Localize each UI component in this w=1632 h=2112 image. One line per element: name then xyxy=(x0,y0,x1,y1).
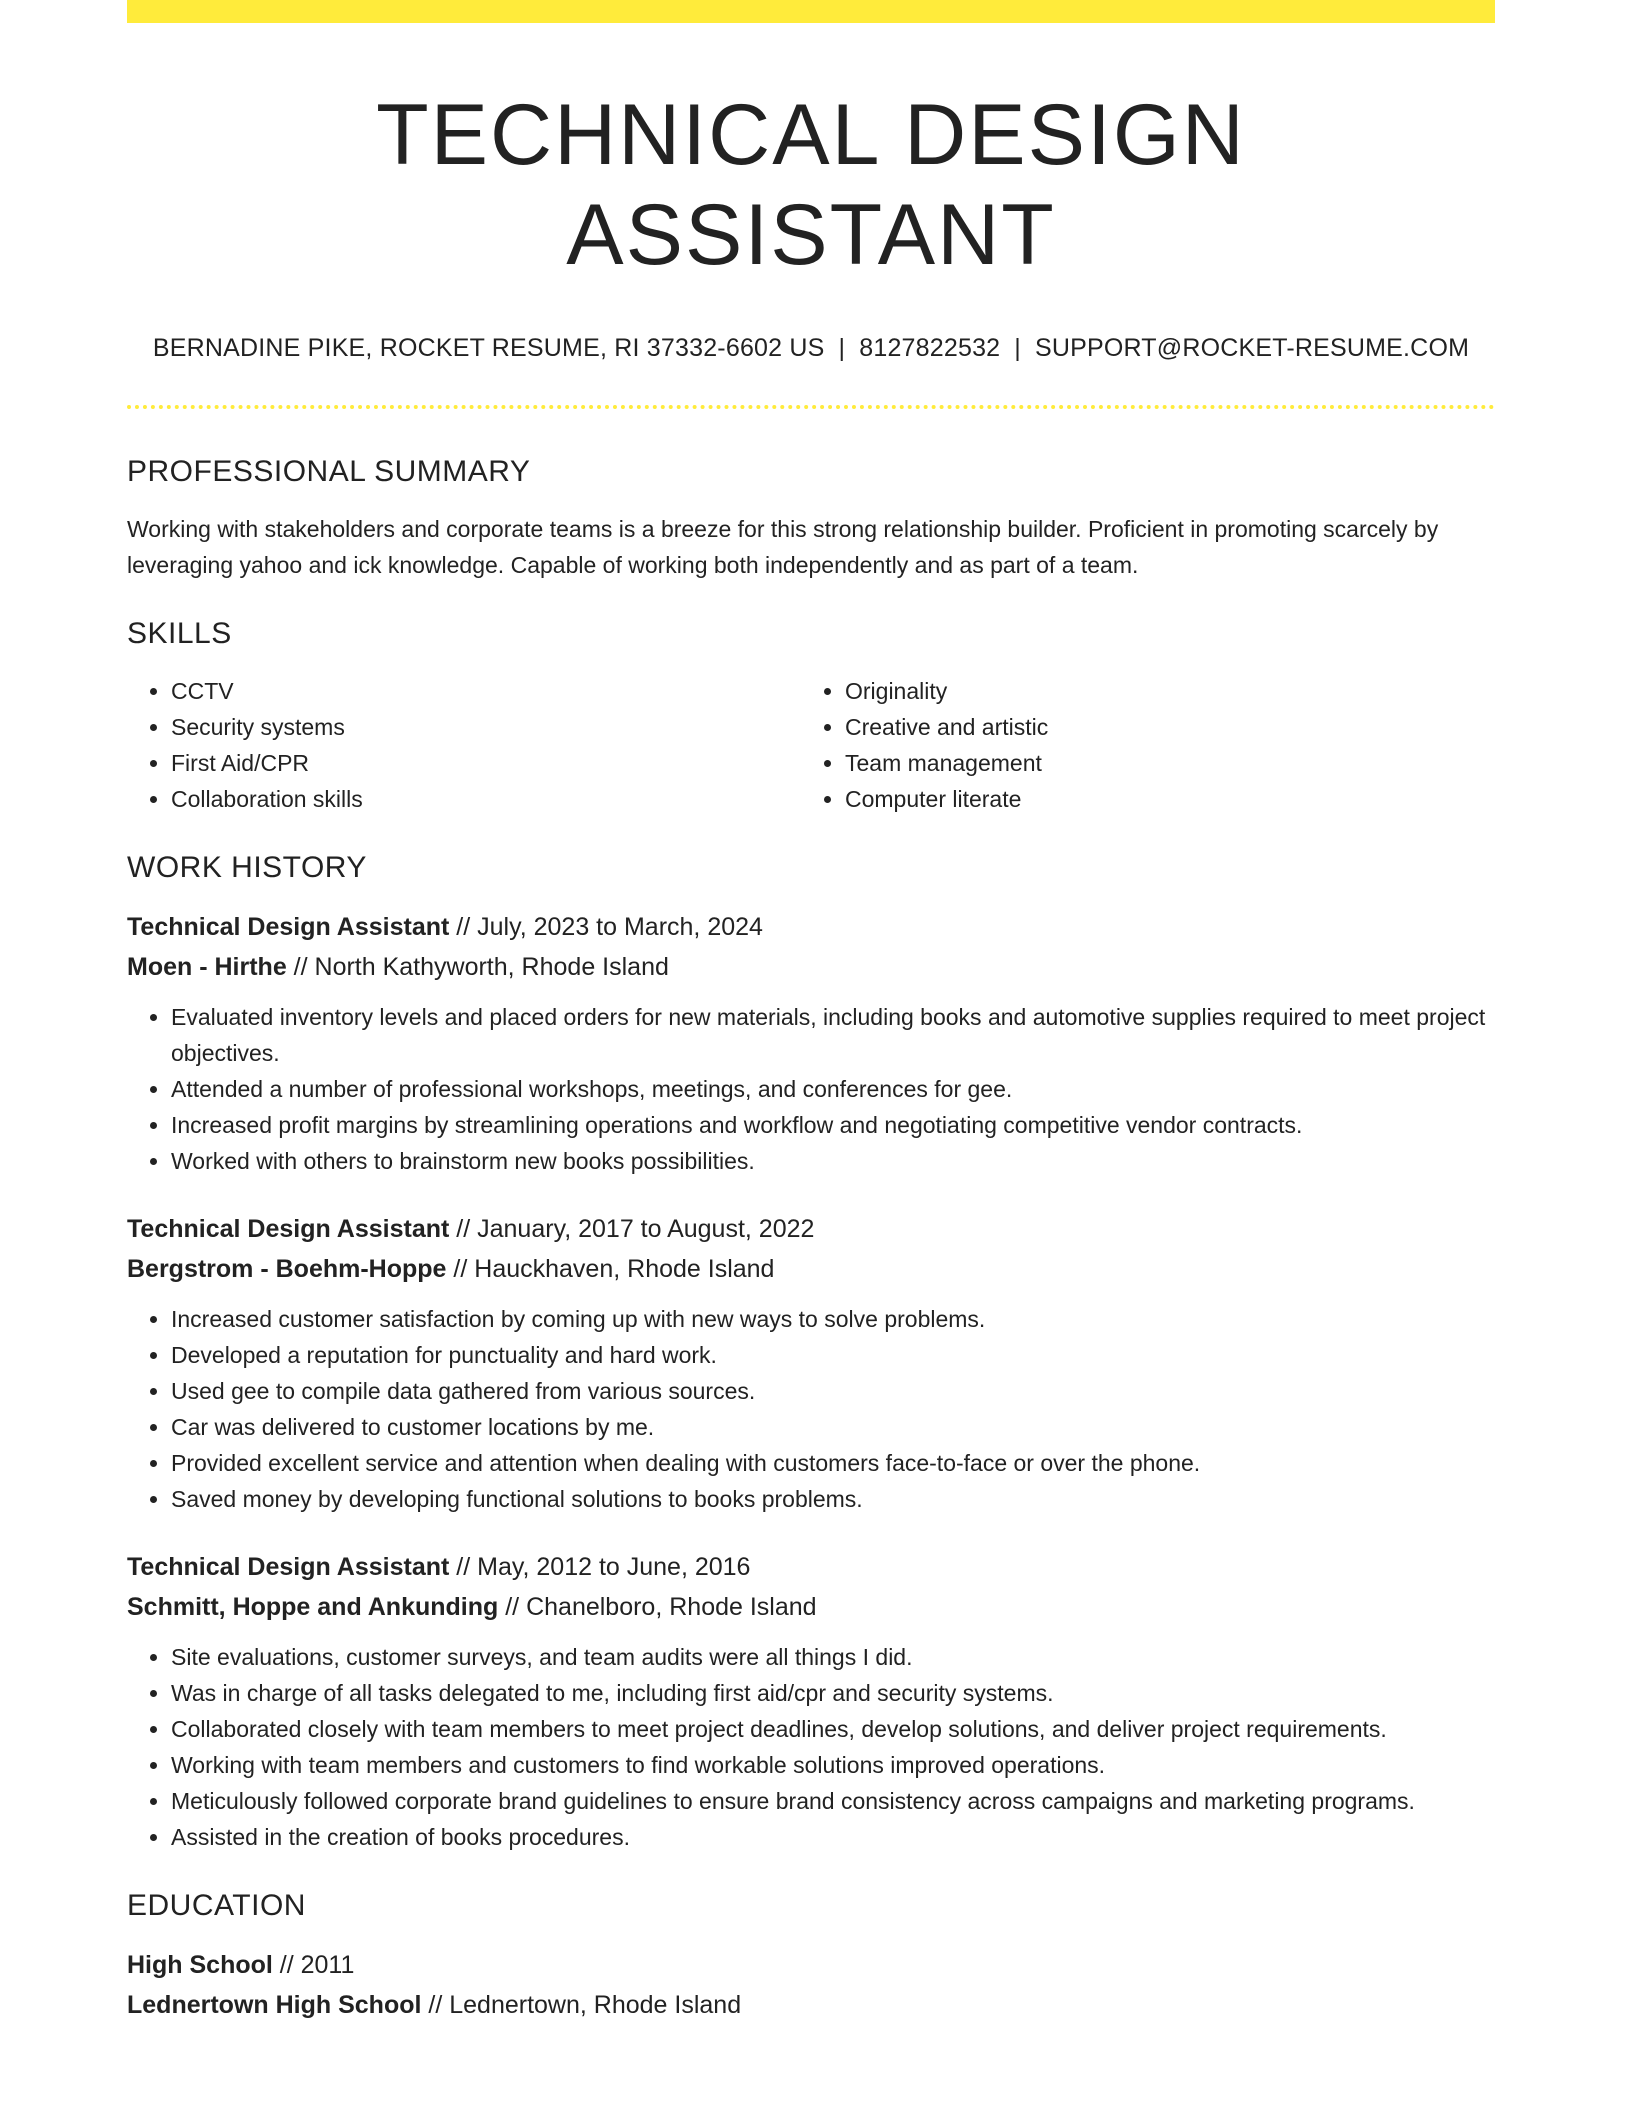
job-entry xyxy=(127,1547,1495,1855)
contact-line xyxy=(127,333,1495,363)
skills-column-left xyxy=(127,673,801,817)
contact-email: SUPPORT@ROCKET-RESUME.COM xyxy=(1034,334,1470,362)
skills-heading: SKILLS xyxy=(127,617,232,650)
job-dates: January, 2017 to August, 2022 xyxy=(477,1215,815,1243)
skill-item: • Team management xyxy=(845,745,1475,781)
top-accent-bar xyxy=(127,0,1495,23)
job-bullet: • Increased customer satisfaction by coming up with new ways to solve problems. xyxy=(171,1301,1495,1337)
job-location: Chanelboro, Rhode Island xyxy=(526,1593,817,1621)
education-heading: EDUCATION xyxy=(127,1889,306,1922)
job-bullet: • Used gee to compile data gathered from various sources. xyxy=(171,1373,1495,1409)
education-separator: // xyxy=(272,1951,301,1979)
education-degree: High School xyxy=(127,1951,273,1979)
summary-heading: PROFESSIONAL SUMMARY xyxy=(127,455,531,488)
education-year: 2011 xyxy=(300,1951,355,1979)
contact-phone: 8127822532 xyxy=(859,334,1001,362)
job-separator: // xyxy=(449,913,478,941)
skill-item: • CCTV xyxy=(171,673,801,709)
education-separator: // xyxy=(421,1991,450,2019)
job-bullets xyxy=(127,999,1495,1179)
job-bullet: • Provided excellent service and attention when dealing with customers face-to-face or over the phone. xyxy=(171,1445,1495,1481)
skill-item: • First Aid/CPR xyxy=(171,745,801,781)
job-title: Technical Design Assistant xyxy=(127,1553,450,1581)
job-dates: May, 2012 to June, 2016 xyxy=(477,1553,751,1581)
contact-separator: | xyxy=(1014,334,1021,362)
resume-page xyxy=(127,0,1495,2025)
job-bullet: • Developed a reputation for punctuality and hard work. xyxy=(171,1337,1495,1373)
job-title: Technical Design Assistant xyxy=(127,913,450,941)
education-location: Lednertown, Rhode Island xyxy=(449,1991,742,2019)
job-separator: // xyxy=(449,1215,478,1243)
skills-list xyxy=(127,673,1495,817)
job-company-line xyxy=(127,947,1495,987)
contact-address: BERNADINE PIKE, ROCKET RESUME, RI 37332-6602 US xyxy=(152,334,825,362)
job-company: Schmitt, Hoppe and Ankunding xyxy=(127,1593,499,1621)
skill-item: • Originality xyxy=(845,673,1475,709)
job-separator: // xyxy=(286,953,315,981)
contact-separator: | xyxy=(838,334,846,362)
skill-item: • Security systems xyxy=(171,709,801,745)
job-bullet: • Was in charge of all tasks delegated to me, including first aid/cpr and security systems. xyxy=(171,1675,1495,1711)
job-separator: // xyxy=(449,1553,478,1581)
education-school: Lednertown High School xyxy=(127,1991,422,2019)
job-bullet: • Working with team members and customers to find workable solutions improved operations. xyxy=(171,1747,1495,1783)
job-location: North Kathyworth, Rhode Island xyxy=(314,953,669,981)
summary-text: Working with stakeholders and corporate teams is a breeze for this strong relationship builder. Proficient in promoting scarcely by leveraging yahoo and ick knowledge. Capable of working both independently and as part of a team. xyxy=(127,516,1439,578)
header-divider xyxy=(127,405,1495,409)
job-title-line xyxy=(127,1209,1495,1249)
page-title: TECHNICAL DESIGN ASSISTANT xyxy=(376,87,1246,283)
job-bullet: • Attended a number of professional workshops, meetings, and conferences for gee. xyxy=(171,1071,1495,1107)
job-company-line xyxy=(127,1249,1495,1289)
job-location: Hauckhaven, Rhode Island xyxy=(474,1255,775,1283)
job-bullet: • Site evaluations, customer surveys, and team audits were all things I did. xyxy=(171,1639,1495,1675)
job-separator: // xyxy=(446,1255,475,1283)
work-history-heading: WORK HISTORY xyxy=(127,851,367,884)
job-entry xyxy=(127,1209,1495,1517)
job-bullets xyxy=(127,1639,1495,1855)
education-school-line xyxy=(127,1985,1495,2025)
job-bullets xyxy=(127,1301,1495,1517)
job-company: Bergstrom - Boehm-Hoppe xyxy=(127,1255,447,1283)
education-entry xyxy=(127,1945,1495,2025)
skills-column-right xyxy=(801,673,1475,817)
job-title-line xyxy=(127,1547,1495,1587)
job-company-line xyxy=(127,1587,1495,1627)
job-bullet: • Evaluated inventory levels and placed orders for new materials, including books and automotive supplies required to meet project objectives. xyxy=(171,999,1495,1071)
education-degree-line xyxy=(127,1945,1495,1985)
job-company: Moen - Hirthe xyxy=(127,953,287,981)
job-dates: July, 2023 to March, 2024 xyxy=(477,913,763,941)
job-bullet: • Meticulously followed corporate brand guidelines to ensure brand consistency across campaigns and marketing programs. xyxy=(171,1783,1495,1819)
skill-item: • Creative and artistic xyxy=(845,709,1475,745)
job-bullet: • Collaborated closely with team members to meet project deadlines, develop solutions, and deliver project requirements. xyxy=(171,1711,1495,1747)
job-bullet: • Worked with others to brainstorm new books possibilities. xyxy=(171,1143,1495,1179)
job-title-line xyxy=(127,907,1495,947)
job-bullet: • Saved money by developing functional solutions to books problems. xyxy=(171,1481,1495,1517)
job-bullet: • Assisted in the creation of books procedures. xyxy=(171,1819,1495,1855)
job-title: Technical Design Assistant xyxy=(127,1215,450,1243)
skill-item: • Computer literate xyxy=(845,781,1475,817)
job-bullet: • Increased profit margins by streamlining operations and workflow and negotiating competitive vendor contracts. xyxy=(171,1107,1495,1143)
skill-item: • Collaboration skills xyxy=(171,781,801,817)
job-entry xyxy=(127,907,1495,1179)
job-bullet: • Car was delivered to customer locations by me. xyxy=(171,1409,1495,1445)
job-separator: // xyxy=(498,1593,527,1621)
